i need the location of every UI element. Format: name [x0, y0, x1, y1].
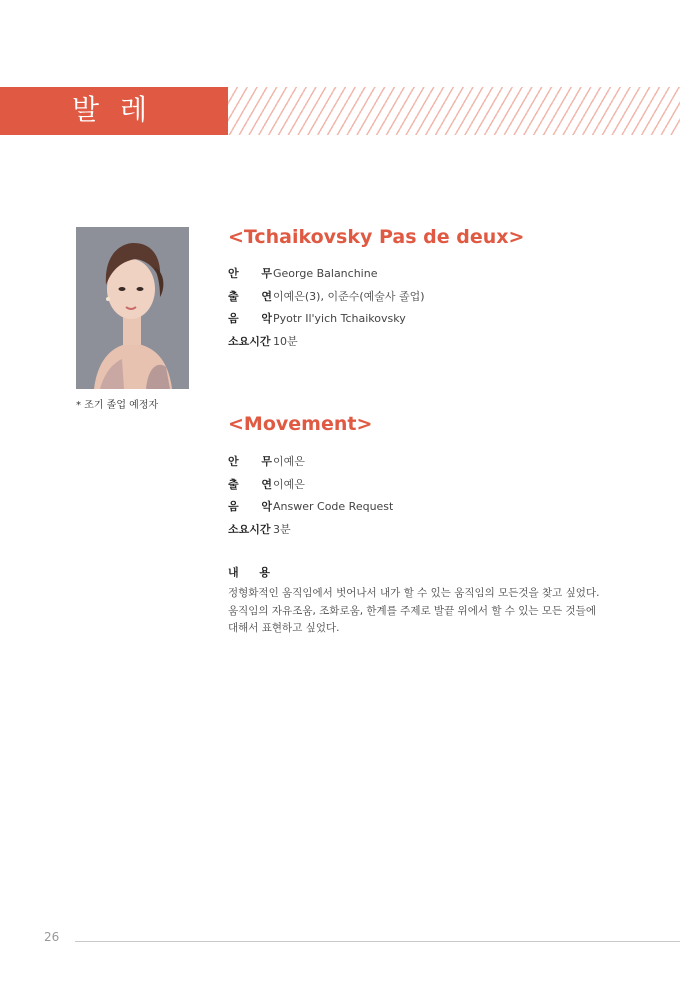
- description-label: 내 용: [228, 566, 270, 579]
- info-value: George Balanchine: [273, 267, 378, 280]
- info-row-choreography: [228, 451, 393, 474]
- info-label: 소요시간: [228, 334, 271, 348]
- info-row-music: [228, 308, 425, 331]
- description-line: 움직임의 자유조움, 조화로움, 한계를 주제로 발끝 위에서 할 수 있는 모든 것들에: [228, 604, 596, 617]
- info-value: Pyotr Il'yich Tchaikovsky: [273, 312, 406, 325]
- description-line: 대해서 표현하고 싶었다.: [228, 622, 340, 634]
- info-label: 안 무: [228, 267, 272, 280]
- info-value: 3분: [273, 522, 291, 536]
- info-value: 이예은: [273, 455, 305, 468]
- footer-divider: [75, 941, 680, 942]
- info-row-cast: [228, 474, 393, 497]
- description-text: [228, 585, 608, 638]
- info-label: 음 악: [228, 500, 272, 513]
- info-label: 소요시간: [228, 522, 271, 536]
- info-value: Answer Code Request: [273, 500, 394, 513]
- info-value: 이예은(3), 이준수(예술사 졸업): [273, 289, 425, 303]
- info-row-duration: [228, 331, 425, 354]
- info-row-cast: [228, 286, 425, 309]
- info-row-duration: [228, 519, 393, 542]
- description-line: 정형화적인 움직임에서 벗어나서 내가 할 수 있는 움직임의 모든것을 찾고 싶었다.: [228, 587, 600, 599]
- info-row-music: [228, 496, 393, 519]
- header-stripes: [228, 87, 680, 135]
- performer-photo: [76, 227, 189, 389]
- info-label: 음 악: [228, 312, 272, 325]
- page-number: 26: [44, 930, 60, 944]
- info-value: 이예은: [273, 477, 305, 491]
- piece-title: <Movement>: [228, 413, 373, 435]
- photo-note: * 조기 졸업 예정자: [76, 400, 159, 411]
- info-label: 출 연: [228, 289, 272, 303]
- info-row-choreography: [228, 263, 425, 286]
- page-title: 발 레: [72, 93, 153, 126]
- piece-info: [228, 263, 425, 353]
- info-value: 10분: [273, 334, 298, 348]
- info-label: 안 무: [228, 455, 272, 468]
- piece-title: <Tchaikovsky Pas de deux>: [228, 226, 525, 248]
- piece-info: [228, 451, 393, 541]
- info-label: 출 연: [228, 477, 272, 491]
